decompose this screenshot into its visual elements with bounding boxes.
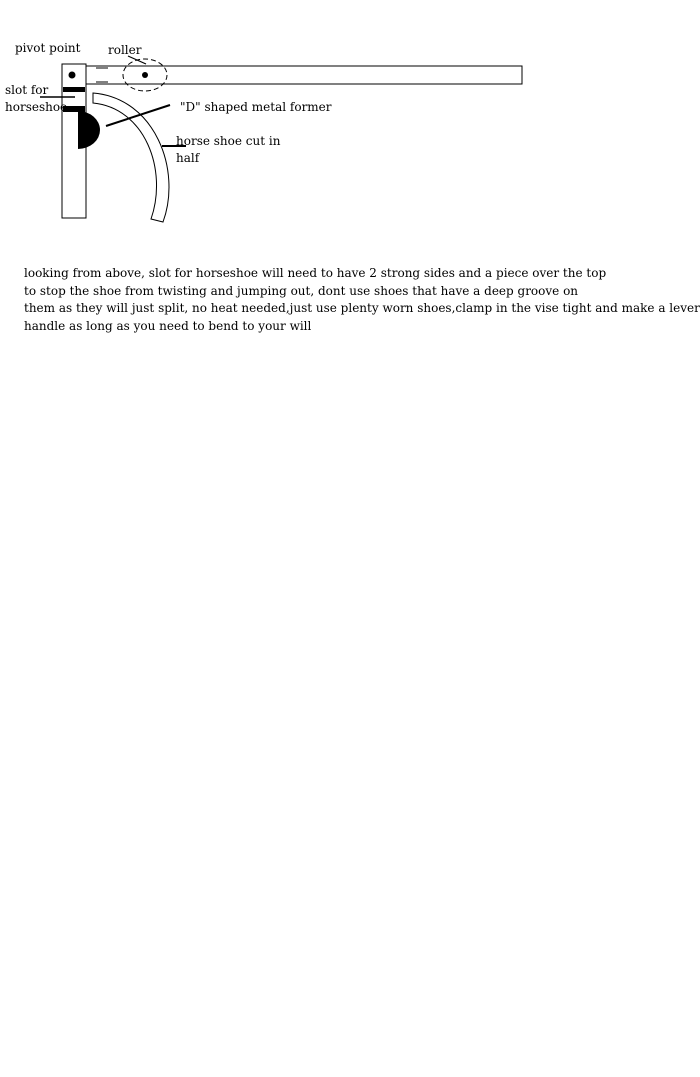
note-line: handle as long as you need to bend to your will [24, 318, 312, 333]
pivot-dot [69, 72, 76, 79]
label-shoe-line1: horse shoe cut in [176, 134, 281, 148]
label-roller: roller [108, 43, 142, 57]
bending-jig-diagram [0, 0, 700, 240]
note-line: them as they will just split, no heat needed,just use plenty worn shoes,clamp in the vise tight and make a lever [24, 301, 700, 315]
d-former-shape [78, 111, 100, 149]
instruction-notes [24, 265, 700, 335]
slot-bar-top [63, 87, 85, 92]
roller-axle [142, 72, 148, 78]
label-slot-line2: horseshoe [5, 100, 68, 114]
horseshoe-half [93, 93, 169, 222]
label-pivot-point: pivot point [15, 41, 81, 55]
lever-arm [86, 66, 522, 84]
label-former: "D" shaped metal former [180, 100, 332, 114]
note-line: looking from above, slot for horseshoe will need to have 2 strong sides and a piece over the top [24, 266, 607, 280]
label-shoe-line2: half [176, 151, 200, 165]
label-slot-line1: slot for [5, 83, 49, 97]
note-line: to stop the shoe from twisting and jumping out, dont use shoes that have a deep groove on [24, 283, 579, 298]
